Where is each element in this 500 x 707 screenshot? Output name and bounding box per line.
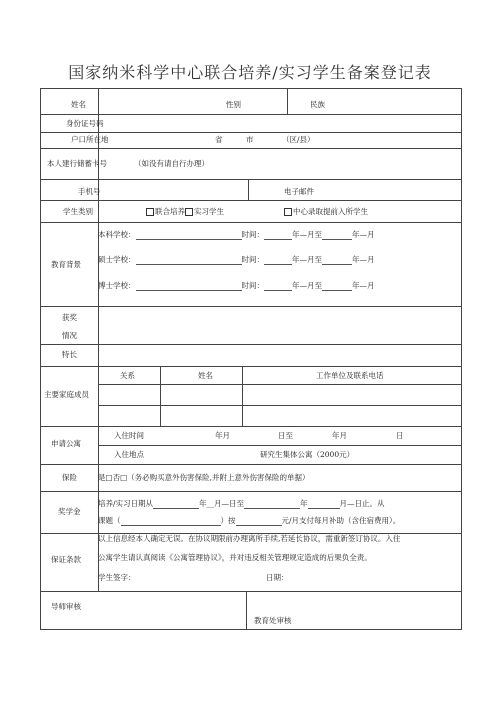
intern-checkbox[interactable] xyxy=(185,208,193,216)
form-title: 国家纳米科学中心联合培养/实习学生备案登记表 xyxy=(68,63,432,82)
checkin-day-from: 日至 xyxy=(278,431,293,440)
awards-label-1: 获奖 xyxy=(62,313,77,322)
ethnicity-label: 民族 xyxy=(310,100,325,109)
joint-training-checkbox[interactable] xyxy=(146,208,154,216)
family-relation-header: 关系 xyxy=(120,371,135,380)
joint-training-option: 联合培养 xyxy=(155,207,185,216)
intern-option: 实习学生 xyxy=(194,207,224,216)
guarantee-line-1: 以上信息经本人确定无误。在协议期限前办理离所手续,若延长协议，需重新签订协议。入住 xyxy=(98,534,401,543)
checkin-place-label: 入住地点 xyxy=(114,450,144,459)
date-label: 日期： xyxy=(266,573,289,582)
checkin-time-label: 入住时间 xyxy=(114,431,144,440)
id-card-label: 身份证号码 xyxy=(66,119,104,128)
insurance-label: 保险 xyxy=(62,473,77,482)
student-category-label: 学生类别 xyxy=(63,207,93,216)
family-work-header: 工作单位及联系电话 xyxy=(316,371,384,380)
master-row: 硕士学校： 时间： 年—月至 年—月 xyxy=(98,255,375,264)
awards-label-2: 情况 xyxy=(62,331,77,340)
early-admission-checkbox[interactable] xyxy=(284,208,292,216)
province-label: 省 xyxy=(215,135,223,144)
registration-form xyxy=(40,88,462,630)
guarantee-label: 保证条款 xyxy=(51,555,81,564)
guarantee-line-2: 公寓学生请认真阅读《公寓管理协议》，并对违反相关管理规定造成的后果负全责。 xyxy=(98,553,372,562)
advisor-review-label: 导师审核 xyxy=(51,602,81,611)
apartment-label: 申请公寓 xyxy=(51,439,81,448)
name-label: 姓名 xyxy=(71,100,86,109)
hukou-label: 户口所在地 xyxy=(71,135,109,144)
gender-label: 性别 xyxy=(226,100,241,109)
early-admission-option: 中心录取提前入所学生 xyxy=(293,207,368,216)
family-label: 主要家庭成员 xyxy=(44,390,89,399)
phone-label: 手机号 xyxy=(78,187,101,196)
checkin-place-value: 研究生集体公寓（2000元） xyxy=(260,450,355,459)
checkin-month-to: 年月 xyxy=(332,431,347,440)
scholarship-label: 奖学金 xyxy=(58,507,81,516)
phd-row: 博士学校： 时间： 年—月至 年—月 xyxy=(98,281,375,290)
checkin-month-from: 年月 xyxy=(215,431,230,440)
bank-card-note: （如没有请自行办理） xyxy=(134,159,209,168)
insurance-text: 是□否□（务必购买意外伤害保险,并附上意外伤害保险的单据） xyxy=(98,473,310,482)
undergrad-row: 本科学校： 时间： 年—月至 年—月 xyxy=(98,230,375,239)
education-label: 教育背景 xyxy=(51,260,81,269)
email-label: 电子邮件 xyxy=(284,187,314,196)
scholarship-line-2: 课题（ ）按 元/月支付每月补助（含住宿费用）。 xyxy=(98,516,401,525)
checkin-day-to: 日 xyxy=(396,431,404,440)
scholarship-line-1: 培养/实习日期从 年__月—日至 年 月—日止。从 xyxy=(98,499,385,508)
family-name-header: 姓名 xyxy=(198,371,213,380)
district-label: （区/县） xyxy=(282,135,315,144)
city-label: 市 xyxy=(246,135,254,144)
student-signature-label: 学生签字： xyxy=(98,573,136,582)
bank-card-label: 本人建行储蓄卡号 xyxy=(47,159,107,168)
specialty-label: 特长 xyxy=(62,350,77,359)
office-review-label: 教育处审核 xyxy=(254,616,292,625)
